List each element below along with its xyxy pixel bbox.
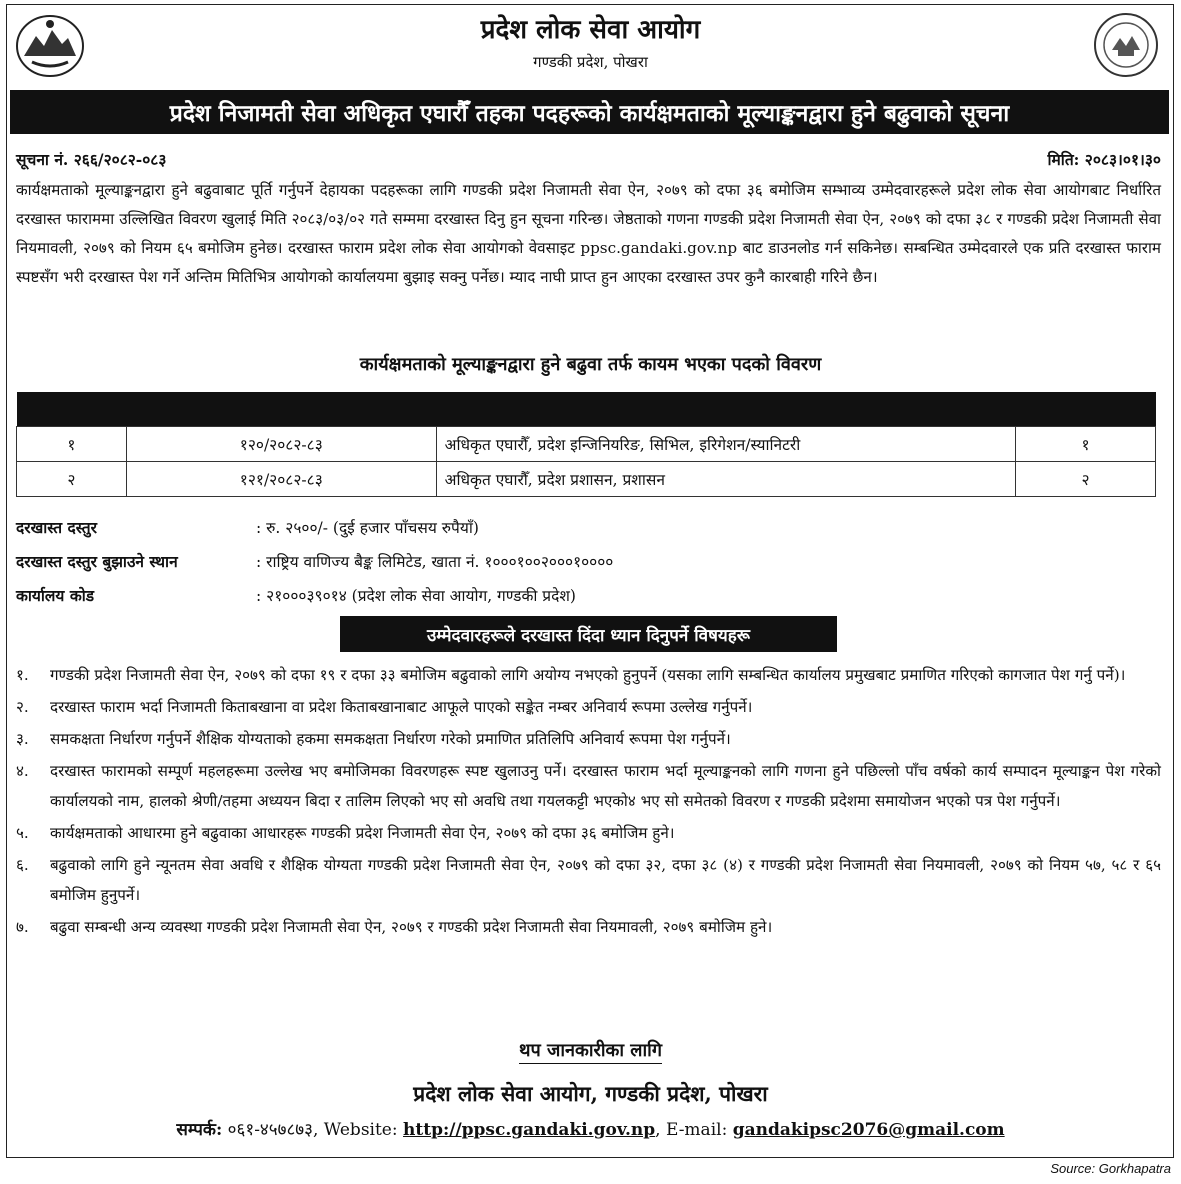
list-item <box>16 850 1161 910</box>
list-item-text: कार्यक्षमताको आधारमा हुने बढुवाका आधारहरू गण्डकी प्रदेश निजामती सेवा ऐन, २०७९ को दफा ३६ बमोजिम हुने। <box>50 824 675 842</box>
source-credit: Source: Gorkhapatra <box>1050 1161 1171 1176</box>
list-item-number: १. <box>16 666 29 684</box>
list-item <box>16 724 1161 754</box>
post-count: २ <box>1016 462 1156 497</box>
list-item-number: ६. <box>16 856 29 874</box>
email-label: , E-mail: <box>655 1120 728 1140</box>
table-row <box>17 462 1156 497</box>
fee-value: : २१०००३९०१४ (प्रदेश लोक सेवा आयोग, गण्डकी प्रदेश) <box>256 587 576 605</box>
notice-meta <box>16 148 1161 170</box>
fee-label: दरखास्त दस्तुर <box>16 518 97 537</box>
notice-date: मिति: २०८३।०१।३० <box>1047 150 1161 169</box>
list-item-text: बढुवा सम्बन्धी अन्य व्यवस्था गण्डकी प्रदेश निजामती सेवा ऐन, २०७९ र गण्डकी प्रदेश निजामती सेवा नियमावली, २०७९ बमोजिम हुने। <box>50 918 773 936</box>
fee-label: कार्यालय कोड <box>16 586 95 605</box>
contact-phone: ०६१-४५७८७३, Website: <box>227 1120 398 1140</box>
post-name: अधिकृत एघारौँ, प्रदेश प्रशासन, प्रशासन <box>436 462 1015 497</box>
fee-value: : रु. २५००/- (दुई हजार पाँचसय रुपैयाँ) <box>256 519 479 537</box>
post-serial: २ <box>17 462 127 497</box>
post-count: १ <box>1016 427 1156 462</box>
applicant-notes-heading: उम्मेदवारहरूले दरखास्त दिंदा ध्यान दिनुपर्ने विषयहरू <box>340 616 837 652</box>
list-item-number: ७. <box>16 918 29 936</box>
fee-details <box>16 510 613 612</box>
list-item <box>16 692 1161 722</box>
list-item-text: दरखास्त फाराम भर्दा निजामती किताबखाना वा प्रदेश किताबखानाबाट आफूले पाएको सङ्केत नम्बर अनिवार्य रूपमा उल्लेख गर्नुपर्ने। <box>50 698 753 716</box>
notice-banner: प्रदेश निजामती सेवा अधिकृत एघारौँ तहका पदहरूको कार्यक्षमताको मूल्याङ्कनद्वारा हुने बढुवाको सूचना <box>10 90 1169 134</box>
more-info-label: थप जानकारीका लागि <box>519 1040 662 1064</box>
posts-section-title: कार्यक्षमताको मूल्याङ्कनद्वारा हुने बढुवा तर्फ कायम भएका पदको विवरण <box>359 354 822 375</box>
website-link[interactable]: http://ppsc.gandaki.gov.np <box>403 1120 656 1140</box>
fee-label: दरखास्त दस्तुर बुझाउने स्थान <box>16 552 178 571</box>
advertisement-number: १२०/२०८२-८३ <box>126 427 436 462</box>
applicant-notes-list <box>16 660 1161 944</box>
contact-label: सम्पर्क: <box>176 1120 223 1140</box>
table-row <box>17 427 1156 462</box>
more-info-title <box>0 1038 1181 1062</box>
list-item <box>16 756 1161 816</box>
advertisement-number: १२१/२०८२-८३ <box>126 462 436 497</box>
fee-row <box>16 510 613 544</box>
posts-table <box>16 392 1156 497</box>
contact-line <box>0 1117 1181 1140</box>
list-item <box>16 660 1161 690</box>
list-item-number: ५. <box>16 824 29 842</box>
list-item-text: समकक्षता निर्धारण गर्नुपर्ने शैक्षिक योग्यताको हकमा समकक्षता निर्धारण गरेको प्रमाणित प्रतिलिपि अनिवार्य रूपमा पेश गर्नुपर्ने। <box>50 730 731 748</box>
list-item <box>16 912 1161 942</box>
post-serial: १ <box>17 427 127 462</box>
fee-value: : राष्ट्रिय वाणिज्य बैङ्क लिमिटेड, खाता नं. १०००१००२०००१०००० <box>256 553 614 571</box>
list-item <box>16 818 1161 848</box>
list-item-number: २. <box>16 698 29 716</box>
fee-row <box>16 578 613 612</box>
posts-table-header <box>17 392 1156 427</box>
footer-org: प्रदेश लोक सेवा आयोग, गण्डकी प्रदेश, पोखरा <box>413 1081 768 1106</box>
commission-location: गण्डकी प्रदेश, पोखरा <box>533 53 648 71</box>
list-item-text: दरखास्त फारामको सम्पूर्ण महलहरूमा उल्लेख भए बमोजिमका विवरणहरू स्पष्ट खुलाउनु पर्ने। दरखास्त फाराम भर्दा मूल्याङ्कनको लागि गणना हुने पछिल्लो पाँच वर्षको कार्य सम्पादन मूल्याङ्कन पेश गरेको कार्यालयको नाम, हालको श्रेणी/तहमा अध्ययन बिदा र तालिम लिएको भए सो अवधि तथा गयलकट्टी भएको४ भए सो समेतको विवरण र गण्डकी प्रदेशमा समायोजन भएको पत्र पेश गर्नुपर्ने। <box>50 762 1161 810</box>
email-link[interactable]: gandakipsc2076@gmail.com <box>732 1120 1005 1140</box>
list-item-number: ४. <box>16 762 29 780</box>
list-item-text: गण्डकी प्रदेश निजामती सेवा ऐन, २०७९ को दफा १९ र दफा ३३ बमोजिम बढुवाको लागि अयोग्य नभएको हुनुपर्ने (यसका लागि सम्बन्धित कार्यालय प्रमुखबाट प्रमाणित गरिएको कागजात पेश गर्नु पर्ने)। <box>50 666 1126 684</box>
post-name: अधिकृत एघारौँ, प्रदेश इन्जिनियरिङ, सिभिल, इरिगेशन/स्यानिटरी <box>436 427 1015 462</box>
list-item-number: ३. <box>16 730 29 748</box>
commission-title: प्रदेश लोक सेवा आयोग <box>480 15 701 45</box>
fee-row <box>16 544 613 578</box>
intro-paragraph: कार्यक्षमताको मूल्याङ्कनद्वारा हुने बढुवाबाट पूर्ति गर्नुपर्ने देहायका पदहरूका लागि गण्डकी प्रदेश निजामती सेवा ऐन, २०७९ को दफा ३६ बमोजिम सम्भाव्य उम्मेदवारहरूले प्रदेश लोक सेवा आयोगबाट निर्धारित दरखास्त फाराममा उल्लिखित विवरण खुलाई मिति २०८३/०३/०२ गते सम्ममा दरखास्त दिनु हुन सूचना गरिन्छ। जेष्ठताको गणना गण्डकी प्रदेश निजामती सेवा ऐन, २०७९ को दफा ३८ र गण्डकी प्रदेश निजामती सेवा नियमावली, २०७९ को नियम ६५ बमोजिम हुनेछ। दरखास्त फाराम प्रदेश लोक सेवा आयोगको वेवसाइट ppsc.gandaki.gov.np बाट डाउनलोड गर्न सकिनेछ। सम्बन्धित उम्मेदवारले एक प्रति दरखास्त फाराम स्पष्टसँग भरी दरखास्त पेश गर्ने अन्तिम मितिभित्र आयोगको कार्यालयमा बुझाइ सक्नु पर्नेछ। म्याद नाघी प्राप्त हुन आएका दरखास्त उपर कुनै कारबाही गरिने छैन। <box>16 181 1161 286</box>
notice-number: सूचना नं. २६६/२०८२-०८३ <box>16 150 167 169</box>
list-item-text: बढुवाको लागि हुने न्यूनतम सेवा अवधि र शैक्षिक योग्यता गण्डकी प्रदेश निजामती सेवा ऐन, २०७९ को दफा ३२, दफा ३८ (४) र गण्डकी प्रदेश निजामती सेवा नियमावली, २०७९ को नियम ५७, ५८ र ६५ बमोजिम हुनुपर्ने। <box>50 856 1161 904</box>
